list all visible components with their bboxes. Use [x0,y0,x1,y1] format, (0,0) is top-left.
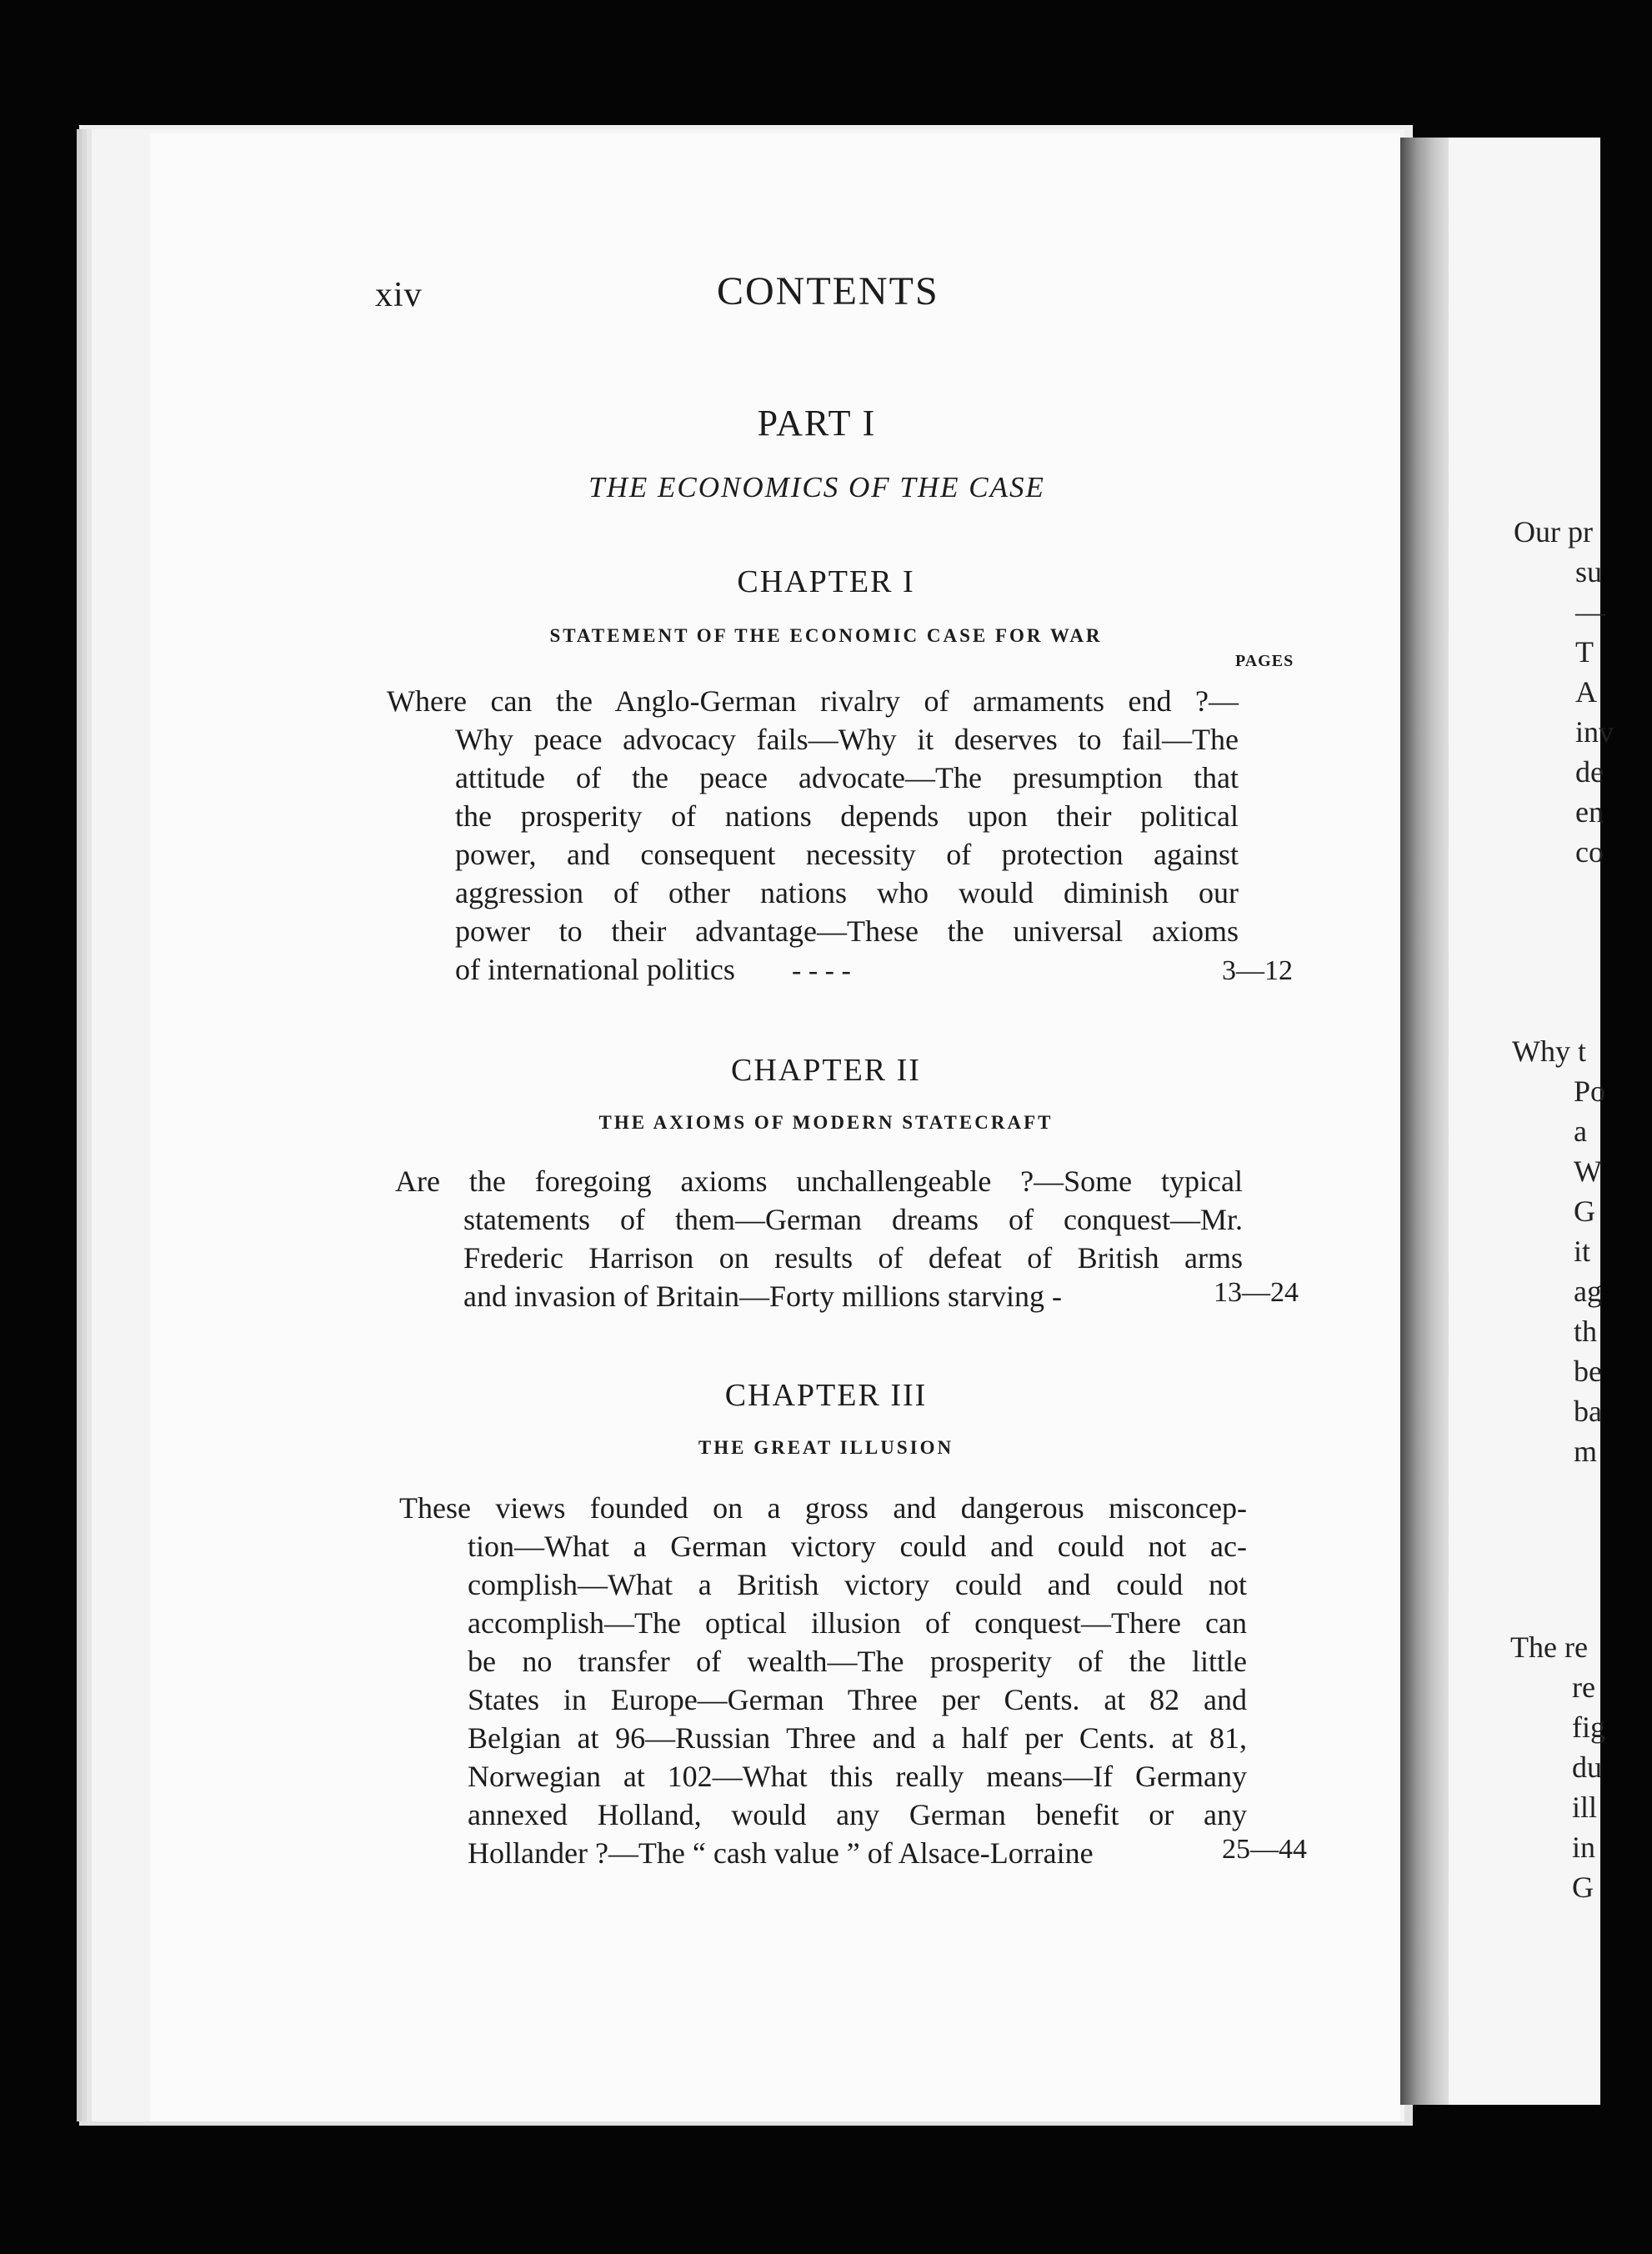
facing-page-text: du [1572,1751,1602,1784]
part-subtitle: THE ECONOMICS OF THE CASE [588,471,1045,503]
running-header-title: CONTENTS [717,269,939,313]
facing-page-text: de [1575,755,1604,789]
pages-column-label: PAGES [1235,652,1294,670]
summary-line: annexed Holland, would any German benefit or any [468,1798,1247,1831]
facing-page-text: a [1574,1114,1587,1148]
summary-line: States in Europe—German Three per Cents. at 82 and [468,1683,1247,1716]
facing-page-text: Our pr [1514,515,1593,548]
facing-page-text: A [1575,675,1597,709]
page-range: 3—12 [1222,955,1293,986]
chapter-summary [395,1162,1243,1315]
facing-page-text: The re [1510,1630,1588,1664]
summary-line: and invasion of Britain—Forty millions starving - [463,1280,1062,1313]
chapter-heading: CHAPTER III [724,1378,928,1413]
facing-page-text: re [1572,1670,1595,1704]
summary-line: aggression of other nations who would diminish our [455,876,1239,909]
summary-line: Where can the Anglo-German rivalry of armaments end ?— [387,684,1239,718]
summary-line: power to their advantage—These the universal axioms [455,914,1239,948]
summary-line: Norwegian at 102—What this really means—If Germany [468,1760,1247,1793]
chapter-subtitle: THE GREAT ILLUSION [698,1437,954,1458]
summary-line: of international politics [455,953,735,986]
chapter-subtitle: THE AXIOMS OF MODERN STATECRAFT [598,1112,1054,1133]
summary-line: Belgian at 96—Russian Three and a half per Cents. at 81, [468,1721,1247,1755]
dot-leader: - - - - [792,955,851,986]
summary-line: statements of them—German dreams of conquest—Mr. [463,1203,1243,1236]
chapter-heading: CHAPTER I [737,564,915,599]
facing-page-text: fig [1572,1711,1605,1744]
summary-line: the prosperity of nations depends upon their political [455,799,1239,833]
chapter-subtitle: STATEMENT OF THE ECONOMIC CASE FOR WAR [549,625,1103,646]
summary-line: power, and consequent necessity of protection against [455,838,1239,871]
facing-page-text: be [1574,1355,1602,1388]
facing-page-text: Why t [1512,1034,1586,1068]
facing-page-text: it [1574,1235,1591,1268]
facing-page-text: m [1574,1435,1598,1468]
summary-line: These views founded on a gross and dangerous misconcep- [399,1491,1247,1525]
part-title: PART I [757,403,877,443]
summary-line: Are the foregoing axioms unchallengeable ?—Some typical [395,1165,1243,1198]
facing-page-text: ag [1574,1275,1602,1308]
facing-page-text: su [1575,555,1603,589]
facing-page-text: Po [1574,1074,1606,1108]
facing-page-text: th [1574,1315,1598,1348]
summary-line: Why peace advocacy fails—Why it deserves to fail—The [455,723,1239,756]
summary-line: be no transfer of wealth—The prosperity of the little [468,1645,1247,1678]
page-range: 25—44 [1222,1834,1307,1865]
summary-line: tion—What a German victory could and could not ac- [468,1530,1247,1563]
facing-page-text: in [1572,1831,1596,1864]
facing-page-text: W [1574,1155,1602,1188]
summary-line: attitude of the peace advocate—The presumption that [455,761,1239,794]
facing-page-text: T [1575,635,1594,669]
facing-page-text: inv [1575,715,1614,749]
summary-line: accomplish—The optical illusion of conquest—There can [468,1606,1247,1640]
facing-page-text: — [1575,595,1605,629]
page-number: xiv [375,276,423,314]
facing-page-text: ba [1574,1395,1602,1428]
page-range: 13—24 [1214,1277,1299,1308]
chapter-summary [399,1489,1247,1872]
facing-page-text: G [1572,1871,1594,1904]
facing-page-text: co [1575,835,1604,869]
chapter-heading: CHAPTER II [731,1053,921,1088]
chapter-summary [387,682,1239,989]
facing-page-text: en [1575,795,1604,829]
summary-line: Frederic Harrison on results of defeat of British arms [463,1241,1243,1275]
facing-page-text: ill [1572,1791,1598,1824]
facing-page-text: G [1574,1195,1595,1228]
summary-line: Hollander ?—The “ cash value ” of Alsace-Lorraine [468,1836,1094,1870]
summary-line: complish—What a British victory could and could not [468,1568,1247,1601]
